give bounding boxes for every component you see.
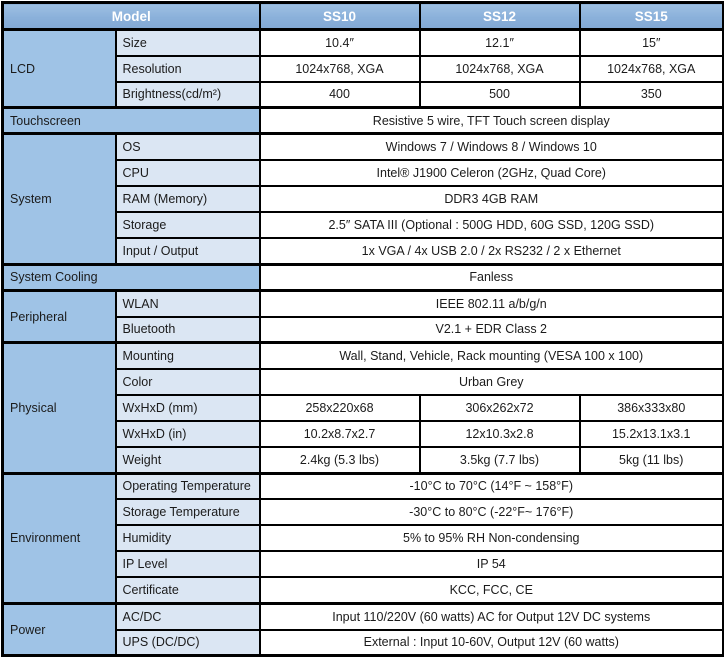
spec-value-dimensions-in-ss12: 12x10.3x2.8 [420, 421, 580, 447]
spec-value-size-ss10: 10.4″ [260, 30, 420, 56]
spec-label-operating-temperature: Operating Temperature [116, 473, 260, 499]
spec-label-ac-dc: AC/DC [116, 604, 260, 630]
spec-value-cpu: Intel® J1900 Celeron (2GHz, Quad Core) [260, 160, 724, 186]
spec-value-weight-ss12: 3.5kg (7.7 lbs) [420, 447, 580, 473]
column-header-ss12: SS12 [420, 3, 580, 30]
spec-label-cpu: CPU [116, 160, 260, 186]
spec-value-dimensions-mm-ss12: 306x262x72 [420, 395, 580, 421]
table-row [3, 134, 724, 160]
spec-table [1, 1, 724, 657]
table-row [3, 604, 724, 630]
column-header-ss15: SS15 [580, 3, 724, 30]
spec-label-ram: RAM (Memory) [116, 186, 260, 212]
spec-label-brightness: Brightness(cd/m²) [116, 82, 260, 108]
spec-label-ip-level: IP Level [116, 551, 260, 577]
table-row [3, 264, 724, 290]
spec-value-bluetooth: V2.1 + EDR Class 2 [260, 317, 724, 343]
spec-label-input-output: Input / Output [116, 238, 260, 264]
table-row [3, 30, 724, 56]
spec-value-dimensions-mm-ss10: 258x220x68 [260, 395, 420, 421]
spec-value-resolution-ss10: 1024x768, XGA [260, 56, 420, 82]
spec-label-color: Color [116, 369, 260, 395]
spec-value-humidity: 5% to 95% RH Non-condensing [260, 525, 724, 551]
table-row [3, 473, 724, 499]
spec-value-ip-level: IP 54 [260, 551, 724, 577]
spec-label-size: Size [116, 30, 260, 56]
spec-label-os: OS [116, 134, 260, 160]
spec-label-dimensions-mm: WxHxD (mm) [116, 395, 260, 421]
spec-value-color: Urban Grey [260, 369, 724, 395]
spec-value-storage-temperature: -30°C to 80°C (-22°F~ 176°F) [260, 499, 724, 525]
spec-label-ups: UPS (DC/DC) [116, 630, 260, 656]
spec-label-humidity: Humidity [116, 525, 260, 551]
section-cell-lcd: LCD [3, 30, 116, 108]
spec-value-weight-ss10: 2.4kg (5.3 lbs) [260, 447, 420, 473]
spec-value-brightness-ss10: 400 [260, 82, 420, 108]
section-cell-peripheral: Peripheral [3, 290, 116, 342]
section-cell-environment: Environment [3, 473, 116, 603]
spec-value-weight-ss15: 5kg (11 lbs) [580, 447, 724, 473]
section-cell-system-cooling: System Cooling [3, 264, 260, 290]
spec-value-size-ss12: 12.1″ [420, 30, 580, 56]
spec-value-mounting: Wall, Stand, Vehicle, Rack mounting (VESA 100 x 100) [260, 343, 724, 369]
model-header-cell: Model [3, 3, 260, 30]
spec-value-input-output: 1x VGA / 4x USB 2.0 / 2x RS232 / 2 x Ethernet [260, 238, 724, 264]
spec-value-brightness-ss12: 500 [420, 82, 580, 108]
spec-label-weight: Weight [116, 447, 260, 473]
column-header-ss10: SS10 [260, 3, 420, 30]
spec-value-resolution-ss12: 1024x768, XGA [420, 56, 580, 82]
spec-value-ram: DDR3 4GB RAM [260, 186, 724, 212]
section-cell-system: System [3, 134, 116, 264]
spec-value-ac-dc: Input 110/220V (60 watts) AC for Output 12V DC systems [260, 604, 724, 630]
spec-label-certificate: Certificate [116, 577, 260, 603]
spec-value-dimensions-mm-ss15: 386x333x80 [580, 395, 724, 421]
spec-value-operating-temperature: -10°C to 70°C (14°F ~ 158°F) [260, 473, 724, 499]
spec-value-storage: 2.5″ SATA III (Optional : 500G HDD, 60G SSD, 120G SSD) [260, 212, 724, 238]
spec-value-system-cooling: Fanless [260, 264, 724, 290]
spec-label-storage: Storage [116, 212, 260, 238]
spec-label-wlan: WLAN [116, 290, 260, 316]
spec-value-certificate: KCC, FCC, CE [260, 577, 724, 603]
spec-label-resolution: Resolution [116, 56, 260, 82]
spec-value-resolution-ss15: 1024x768, XGA [580, 56, 724, 82]
table-row [3, 343, 724, 369]
section-cell-touchscreen: Touchscreen [3, 108, 260, 134]
spec-value-brightness-ss15: 350 [580, 82, 724, 108]
spec-value-ups: External : Input 10-60V, Output 12V (60 watts) [260, 630, 724, 656]
table-header-row [3, 3, 724, 30]
table-row [3, 108, 724, 134]
spec-label-mounting: Mounting [116, 343, 260, 369]
spec-value-dimensions-in-ss10: 10.2x8.7x2.7 [260, 421, 420, 447]
section-cell-physical: Physical [3, 343, 116, 473]
spec-label-dimensions-in: WxHxD (in) [116, 421, 260, 447]
table-row [3, 290, 724, 316]
spec-value-wlan: IEEE 802.11 a/b/g/n [260, 290, 724, 316]
section-cell-power: Power [3, 604, 116, 656]
spec-value-size-ss15: 15″ [580, 30, 724, 56]
spec-value-os: Windows 7 / Windows 8 / Windows 10 [260, 134, 724, 160]
spec-value-touchscreen: Resistive 5 wire, TFT Touch screen display [260, 108, 724, 134]
spec-label-storage-temperature: Storage Temperature [116, 499, 260, 525]
spec-label-bluetooth: Bluetooth [116, 317, 260, 343]
spec-value-dimensions-in-ss15: 15.2x13.1x3.1 [580, 421, 724, 447]
